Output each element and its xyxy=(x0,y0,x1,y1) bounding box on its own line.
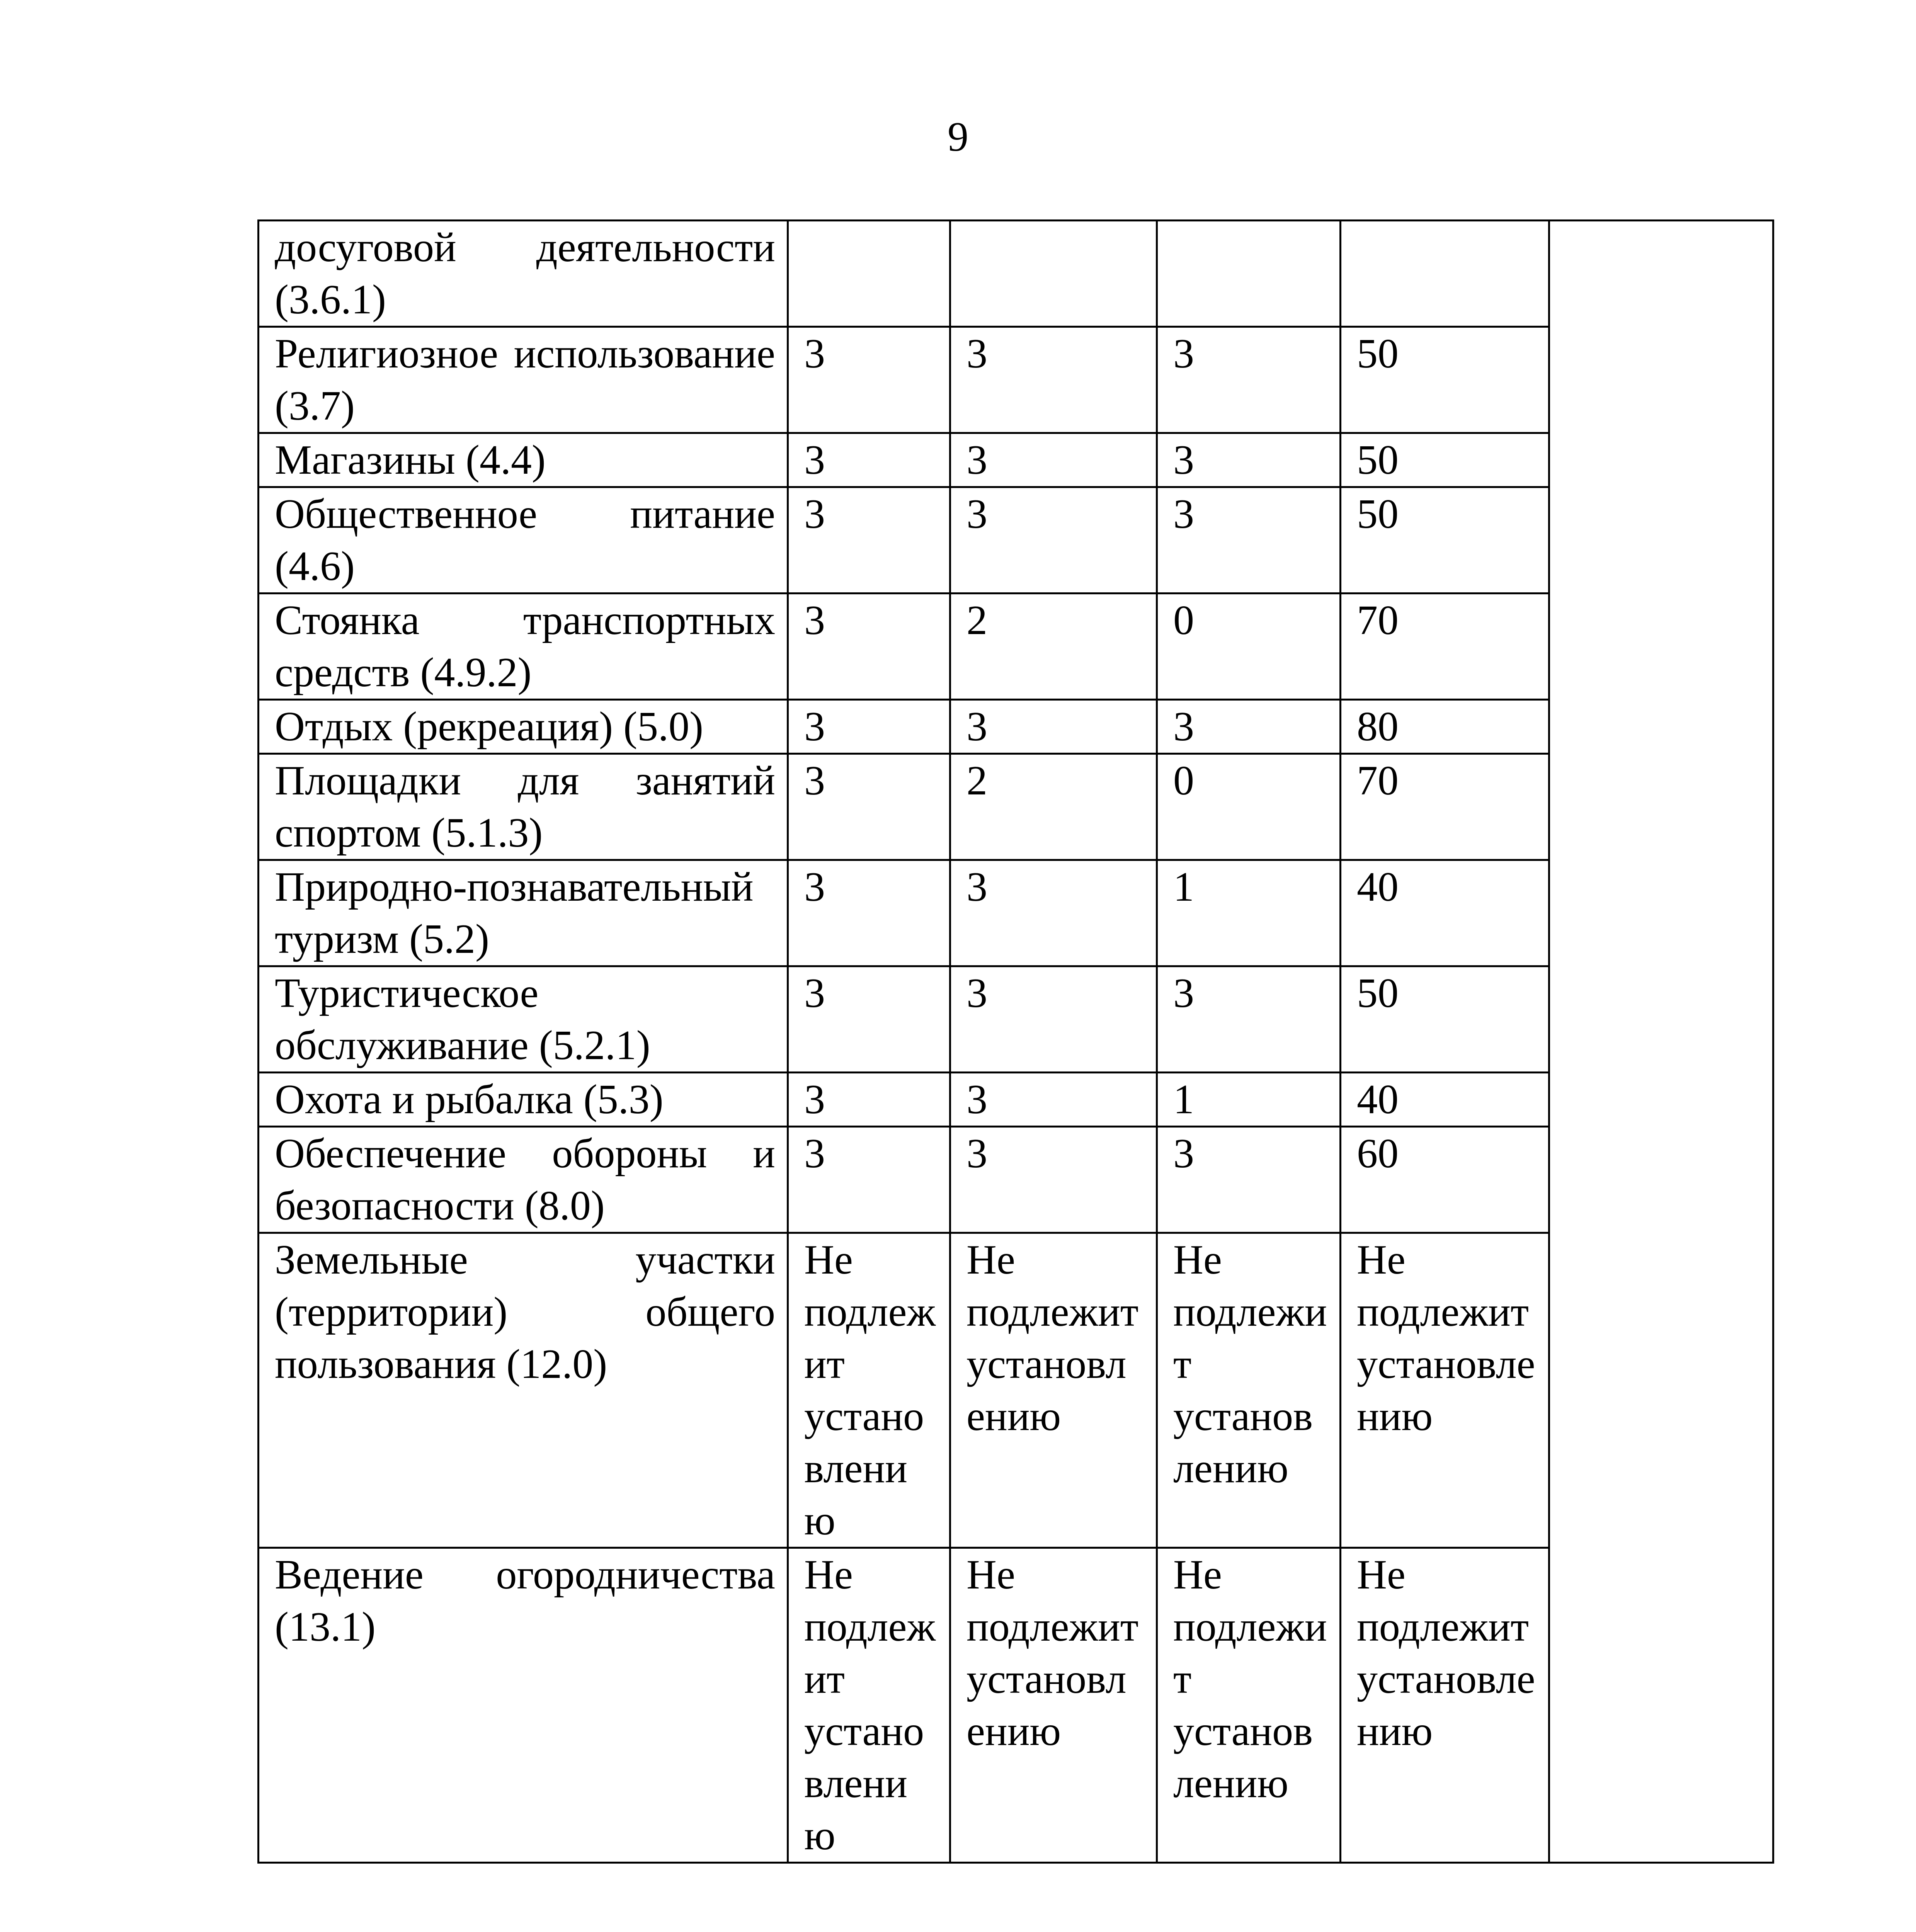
table-cell-value: 70 xyxy=(1341,754,1549,860)
table-cell-value xyxy=(788,221,950,327)
table-cell-value: 3 xyxy=(788,487,950,594)
table-row xyxy=(259,433,1773,487)
table-cell-value: 40 xyxy=(1341,860,1549,966)
table-cell-value: 3 xyxy=(950,433,1157,487)
table-cell-value: 3 xyxy=(788,433,950,487)
table-cell-value: Не подлежит установлению xyxy=(1157,1548,1341,1863)
table-cell-value: 3 xyxy=(788,327,950,433)
table-cell-value: 50 xyxy=(1341,966,1549,1073)
table-cell-value: 3 xyxy=(788,860,950,966)
table-cell-value: 3 xyxy=(788,966,950,1073)
table-cell-use-type: Отдых (рекреация) (5.0) xyxy=(259,700,788,754)
table-row xyxy=(259,1073,1773,1127)
table-cell-use-type: Природно-познавательный туризм (5.2) xyxy=(259,860,788,966)
table-cell-use-type: Обеспечение обороны и безопасности (8.0) xyxy=(259,1127,788,1233)
table-cell-value: 3 xyxy=(950,1127,1157,1233)
table-cell-value xyxy=(950,221,1157,327)
table-row xyxy=(259,860,1773,966)
table-cell-value: 3 xyxy=(788,594,950,700)
table-cell-value: 3 xyxy=(1157,433,1341,487)
table-cell-value: 50 xyxy=(1341,433,1549,487)
table-row xyxy=(259,700,1773,754)
table-cell-use-type: Ведение огородничества (13.1) xyxy=(259,1548,788,1863)
table-cell-value: 3 xyxy=(950,327,1157,433)
table-cell-value: 40 xyxy=(1341,1073,1549,1127)
table-cell-value: 3 xyxy=(950,860,1157,966)
table-cell-value: 0 xyxy=(1157,754,1341,860)
table-cell-use-type: досуговой деятельности (3.6.1) xyxy=(259,221,788,327)
table-cell-value: 2 xyxy=(950,754,1157,860)
table-cell-value: 3 xyxy=(788,1073,950,1127)
table-cell-value: Не подлежит установлению xyxy=(1341,1548,1549,1863)
page-number: 9 xyxy=(948,114,968,160)
table-cell-value: Не подлежит установлению xyxy=(788,1548,950,1863)
table-cell-value: 3 xyxy=(950,700,1157,754)
table-cell-use-type: Магазины (4.4) xyxy=(259,433,788,487)
table-cell-use-type: Туристическое обслуживание (5.2.1) xyxy=(259,966,788,1073)
table-cell-value: 70 xyxy=(1341,594,1549,700)
table-cell-value: 1 xyxy=(1157,1073,1341,1127)
parameters-table xyxy=(257,219,1774,1864)
table-cell-value: 3 xyxy=(788,700,950,754)
table-cell-value: Не подлежит установлению xyxy=(1341,1233,1549,1548)
table-cell-value: 3 xyxy=(1157,1127,1341,1233)
table-cell-use-type: Религиозное использование (3.7) xyxy=(259,327,788,433)
table-row xyxy=(259,1548,1773,1863)
table-cell-merged-empty xyxy=(1549,221,1773,1863)
table-cell-value xyxy=(1341,221,1549,327)
table-row xyxy=(259,327,1773,433)
table-cell-value: 3 xyxy=(1157,327,1341,433)
table-cell-value: 2 xyxy=(950,594,1157,700)
table-cell-value: Не подлежит установлению xyxy=(950,1548,1157,1863)
table-row xyxy=(259,966,1773,1073)
table-row xyxy=(259,594,1773,700)
table-cell-value: 3 xyxy=(950,487,1157,594)
table-cell-use-type: Стоянка транспортных средств (4.9.2) xyxy=(259,594,788,700)
table-cell-value: Не подлежит установлению xyxy=(788,1233,950,1548)
table-cell-use-type: Земельные участки (территории) общего пользования (12.0) xyxy=(259,1233,788,1548)
table-cell-value: 3 xyxy=(1157,487,1341,594)
table-cell-use-type: Общественное питание (4.6) xyxy=(259,487,788,594)
table-cell-value: 3 xyxy=(788,754,950,860)
table-cell-value: 60 xyxy=(1341,1127,1549,1233)
table-row xyxy=(259,1127,1773,1233)
table-cell-value: 3 xyxy=(1157,966,1341,1073)
table-cell-value xyxy=(1157,221,1341,327)
table-cell-value: Не подлежит установлению xyxy=(950,1233,1157,1548)
table-cell-value: 0 xyxy=(1157,594,1341,700)
table-cell-value: 1 xyxy=(1157,860,1341,966)
table-cell-value: 50 xyxy=(1341,487,1549,594)
table-row xyxy=(259,1233,1773,1548)
table-cell-use-type: Охота и рыбалка (5.3) xyxy=(259,1073,788,1127)
table-cell-value: 3 xyxy=(1157,700,1341,754)
table-row xyxy=(259,754,1773,860)
table-cell-value: 3 xyxy=(788,1127,950,1233)
table-cell-value: 3 xyxy=(950,966,1157,1073)
table-cell-value: 3 xyxy=(950,1073,1157,1127)
table-cell-value: 80 xyxy=(1341,700,1549,754)
table-cell-value: 50 xyxy=(1341,327,1549,433)
table-row xyxy=(259,487,1773,594)
table-row xyxy=(259,221,1773,327)
table-cell-use-type: Площадки для занятий спортом (5.1.3) xyxy=(259,754,788,860)
table-cell-value: Не подлежит установлению xyxy=(1157,1233,1341,1548)
